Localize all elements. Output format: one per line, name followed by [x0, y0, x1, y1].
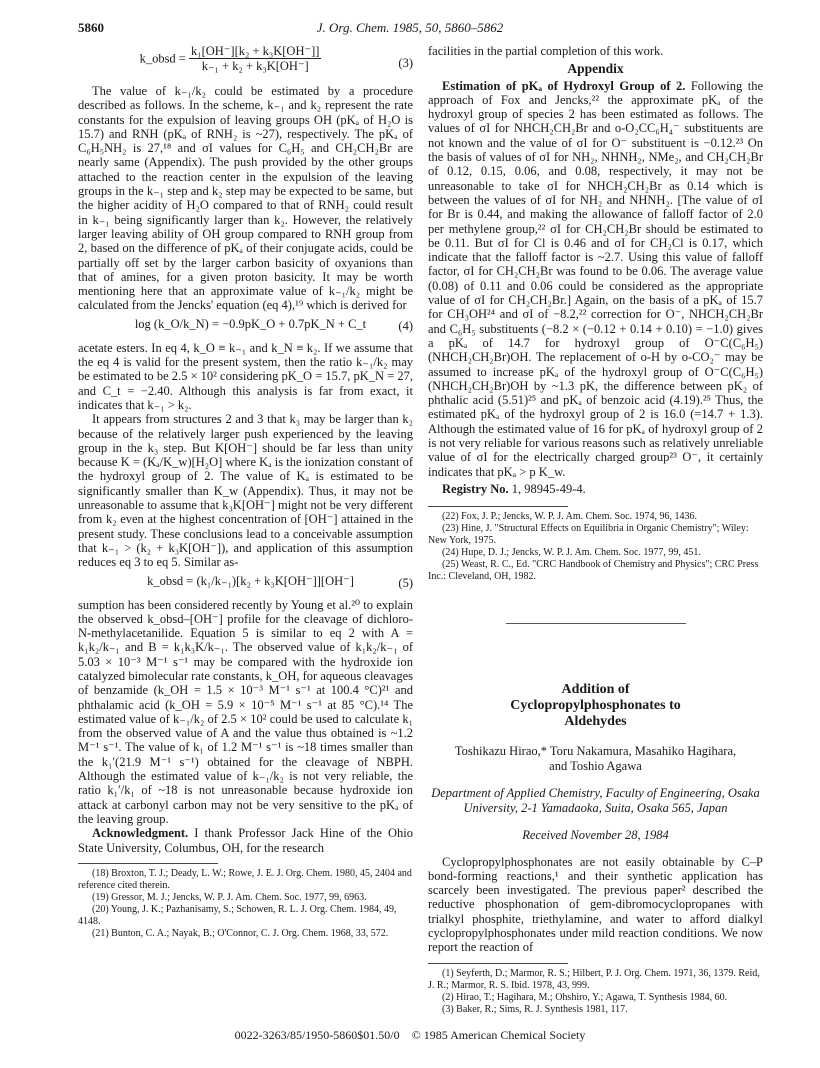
eq4-body: log (k_O/k_N) = −0.9pK_O + 0.7pK_N + C_t: [134, 316, 367, 331]
article-title: Addition of Cyclopropylphosphonates to Aldehydes: [510, 682, 681, 730]
acknowledgment-text: I thank Professor Jack Hine of the Ohio State University, Columbus, OH, for the research: [78, 826, 414, 855]
paragraph-2: acetate esters. In eq 4, k_O ≡ k₋₁ and k_N ≡ k₂. If we assume that the eq 4 is valid for the present system, then the ratio k₋₁/k₂ may be estimated to be 2.5 × 10² considering pK_O = 15.7, pK_N = 27, and C_t = −2.40. Although this analysis is far from exact, it indicates that k₋₁ > k₂.: [78, 340, 413, 412]
footer-copyright: © 1985 American Chemical Society: [411, 1028, 586, 1042]
registry-heading: Registry No.: [442, 481, 509, 496]
paragraph-3: It appears from structures 2 and 3 that k₃ may be larger than k₂ because of the relatively larger push experienced by the leaving group in the k₃ step. But K[OH⁻] should be far less than unity because K = (Kₐ/K_w)[H₂O] where Kₐ is the ionization constant of the hydroxyl group of 2. The value of Kₐ is estimated to be significantly smaller than K_w (Appendix). Thus, it may not be unreasonable to assume that k₃K[OH⁻] might not be very different from k₂ even at the highest concentration of [OH⁻] attained in the present study. These conclusions lead to a conceivable assumption that k₋₁ > (k₂ + k₃K[OH⁻]), and application of this assumption reduces eq 3 to eq 5. Similar as-: [78, 412, 413, 570]
equation-4: [78, 317, 413, 337]
paragraph-1: The value of k₋₁/k₂ could be estimated by a procedure described as follows. In the scheme, k₋₁ and k₂ represent the rate constants for the expulsion of leaving groups OH (pKₐ of H₂O is 15.7) and RNH (pKₐ of RNH₂ is ~27), respectively. The pKₐ of C₆H₅NH₂ is 27,¹⁸ and σI values for C₆H₅ and CH₂CH₂Br are nearly same (Appendix). The push provided by the other groups attached to the reaction center in the expulsion of the leaving groups in the k₋₁ step and k₂ step may be expected to be same, but the higher acidity of H₂O compared to that of RNH₂ could result in k₋₁ being significantly larger than k₂. However, the relatively larger leaving ability of OH group compared to RNH group from 2, based on the difference of pKₐ of their conjugate acids, could be partially off set by the larger carbon basicity of oxyanions than that of amines, for a given proton basicity. It may be worth mentioning here that an approximate value of k₋₁/k₂ might be calculated from the Jencks' equation (eq 4),¹⁹ which is derived for: [78, 84, 413, 313]
registry: [428, 482, 763, 496]
footnote-24: (24) Hupe, D. J.; Jencks, W. P. J. Am. Chem. Soc. 1977, 99, 451.: [442, 547, 701, 559]
appendix-text: Following the approach of Fox and Jencks,²² the approximate pKₐ of the hydroxyl group of species 2 has been estimated as follows. The values of σI for NHCH₂CH₂Br and o-O₂CC₆H₄⁻ substituents are not known and the value of σI for O⁻ substituent is −0.12.²³ On the basis of values of σI for NH₂, NHNH₂, NMe₂, and CH₂CH₂Br of 0.12, 0.15, 0.06, and 0.08, respectively, it may not be unreasonable to take σI for NHCH₂CH₂Br as 0.14 which is between the values of σI for NH₂ and NHNH₂. [The value of σI for Br is 0.44, and making the allowance of falloff factor of 2.0 per methylene group,²² σI for CH₂CH₂Br should be estimated to be 0.11. But σI for Cl is 0.46 and σI for CH₂Cl is 0.17, which indicate that the falloff factor is ~2.7. Using this value of falloff factor, σI for CH₂CH₂Br was found to be 0.06. The average value (0.08) of 0.11 and 0.06 could be considered as the appropriate value of σI for CH₂CH₂Br.] Again, on the basis of a pKₐ of 15.7 for CH₃OH²⁴ and σI of −8.2,²² correction for O⁻, NHCH₂CH₂Br and C₆H₅ substituents (−8.2 × (−0.12 + 0.14 + 0.10) = −1.0) gives a pKₐ of 14.7 for hydroxyl group of O⁻C(C₆H₅)(NHCH₂CH₂Br)OH. The replacement of o-H by o-CO₂⁻ may be assumed to increase pKₐ of the hydroxyl group of O⁻C(C₆H₅)(NHCH₂CH₂Br)OH by ~1.3 pK, the difference between pK₂ of phthalic acid (5.51)²⁵ and pKₐ of benzoic acid (4.19).²⁵ Thus, the estimated pKₐ of the hydroxyl group of 2 is 16.0 (=14.7 + 1.3). Although the estimated value of 16 for pKₐ of hydroxyl group of 2 is not very reliable for various reasons such as relatively unreliable value of σI for the electrically charged group²³ O⁻, it certainly indicates that pKₐ > p K_w.: [428, 78, 764, 479]
appendix-paragraph: [428, 79, 763, 479]
left-column: [78, 44, 413, 940]
footnote-3: (3) Baker, R.; Sims, R. J. Synthesis 1981, 117.: [442, 1003, 628, 1015]
footnote-20: (20) Young, J. K.; Pazhanisamy, S.; Schowen, R. L. J. Org. Chem. 1984, 49, 4148.: [78, 903, 397, 927]
footnote-21: (21) Bunton, C. A.; Nayak, B.; O'Connor, C. J. Org. Chem. 1968, 33, 572.: [92, 927, 389, 939]
acknowledgment-heading: Acknowledgment.: [92, 826, 189, 841]
right-column: [428, 44, 763, 1016]
eq3-lhs: k_obsd =: [139, 51, 186, 66]
eq4-number: (4): [398, 318, 413, 333]
footnote-22: (22) Fox, J. P.; Jencks, W. P. J. Am. Chem. Soc. 1974, 96, 1436.: [442, 511, 698, 523]
continued-text: facilities in the partial completion of this work.: [428, 44, 664, 58]
journal-name: J. Org. Chem.: [316, 20, 390, 35]
appendix-heading: Appendix: [567, 61, 624, 77]
received-date: Received November 28, 1984: [522, 828, 669, 843]
footer-code: 0022-3263/85/1950-5860$01.50/0: [234, 1028, 400, 1042]
article-affiliation: Department of Applied Chemistry, Faculty of Engineering, Osaka University, 2-1 Yamadaoka, Suita, Osaka 565, Japan: [431, 786, 760, 816]
footnote-rule-right: [428, 506, 568, 507]
footnote-23: (23) Hine, J. "Structural Effects on Equilibria in Organic Chemistry"; Wiley: New York, 1975.: [428, 523, 749, 547]
eq3-numerator: k₁[OH⁻][k₂ + k₃K[OH⁻]]: [190, 44, 320, 58]
footnote-25: (25) Weast, R. C., Ed. "CRC Handbook of Chemistry and Physics"; CRC Press Inc.: Cleveland, OH, 1982.: [428, 559, 759, 583]
equation-3: [78, 44, 413, 84]
footnote-18: (18) Broxton, T. J.; Deady, L. W.; Rowe, J. E. J. Org. Chem. 1980, 45, 2404 and reference cited therein.: [78, 867, 412, 891]
registry-text: 1, 98945-49-4.: [511, 481, 586, 496]
footnote-rule: [78, 863, 218, 864]
equation-5: [78, 574, 413, 594]
eq3-denominator: k₋₁ + k₂ + k₃K[OH⁻]: [201, 59, 309, 74]
page-footer: [0, 1028, 820, 1043]
acknowledgment: [78, 826, 413, 855]
journal-citation: 1985, 50, 5860–5862: [392, 20, 504, 35]
page-number: 5860: [78, 20, 104, 35]
article-authors: Toshikazu Hirao,* Toru Nakamura, Masahiko Hagihara, and Toshio Agawa: [454, 744, 737, 774]
footnote-2: (2) Hirao, T.; Hagihara, M.; Ohshiro, Y.; Agawa, T. Synthesis 1984, 60.: [442, 991, 728, 1003]
paragraph-4: sumption has been considered recently by Young et al.²⁰ to explain the observed k_obsd–[OH⁻] profile for the cleavage of dichloro-N-methylacetanilide. Equation 5 is similar to eq 2 with A = k₁k₂/k₋₁ and B = k₁k₃K/k₋₁. The observed value of k₁k₂/k₋₁ of 5.03 × 10⁻³ M⁻¹ s⁻¹ may be compared with the hydroxide ion catalyzed bimolecular rate constants, k_OH, for aqueous cleavages of benzamide (k_OH = 1.5 × 10⁻³ M⁻¹ s⁻¹ at 100.4 °C)²¹ and phthalamic acid (k_OH = 5.9 × 10⁻⁵ M⁻¹ s⁻¹ at 85 °C).¹⁴ The estimated value of k₋₁/k₂ of 2.5 × 10² could be used to calculate k₁ from the observed value of A and the value thus obtained is ~1.2 M⁻¹ s⁻¹. The value of k₁ of 1.2 M⁻¹ s⁻¹ is ~18 times smaller than the k₁′(21.9 M⁻¹ s⁻¹) obtained for the cleavage of NBPH. Although the estimated value of k₋₁/k₂ is not very reliable, the ratio k₁′/k₁ of ~18 is not unreasonable because hydroxide ion attack at carbonyl carbon may not be very sensitive to the pKₐ of the leaving group.: [78, 597, 413, 826]
footnote-1: (1) Seyferth, D.; Marmor, R. S.; Hilbert, P. J. Org. Chem. 1971, 36, 1379. Reid, J. R.; Marmor, R. S. Ibid. 1978, 43, 999.: [428, 967, 760, 991]
appendix-subheading: Estimation of pKₐ of Hydroxyl Group of 2.: [442, 78, 686, 93]
eq5-body: k_obsd = (k₁/k₋₁)[k₂ + k₃K[OH⁻]][OH⁻]: [147, 573, 354, 588]
article-separator: [506, 623, 686, 624]
running-header: [0, 20, 820, 36]
footnote-rule-right-2: [428, 963, 568, 964]
footnote-19: (19) Gressor, M. J.; Jencks, W. P. J. Am. Chem. Soc. 1977, 99, 6963.: [92, 891, 367, 903]
eq5-number: (5): [398, 575, 413, 590]
intro-paragraph: Cyclopropylphosphonates are not easily obtainable by C–P bond-forming reactions,¹ and their synthetic application has scarcely been investigated. The previous paper² described the reductive phosphonation of gem-dibromocyclopropanes with trialkyl phosphite, triethylamine, and water to afford dialkyl cyclopropylphosphonates under mild reaction conditions. We now report the reaction of: [428, 854, 763, 955]
eq3-number: (3): [398, 56, 413, 70]
